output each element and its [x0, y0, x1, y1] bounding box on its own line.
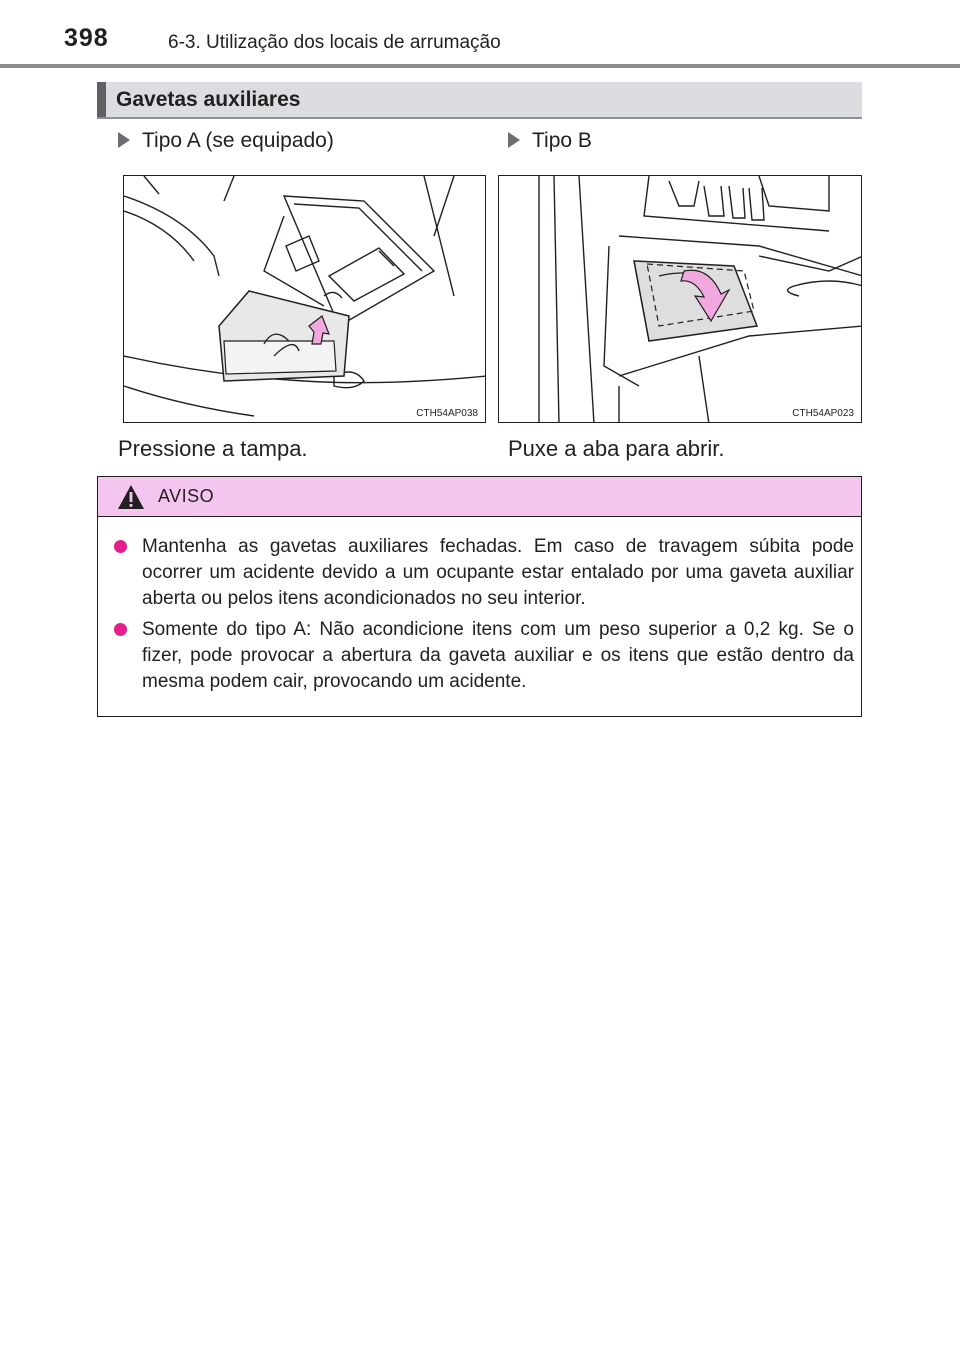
warning-triangle-icon	[116, 483, 146, 511]
type-a-label	[118, 129, 334, 153]
lower-panel-illustration	[499, 176, 862, 423]
warning-header	[98, 477, 861, 517]
caption-type-b: Puxe a aba para abrir.	[508, 436, 725, 461]
figure-a-code: CTH54AP038	[416, 408, 478, 419]
figure-b-code: CTH54AP023	[792, 408, 854, 419]
warning-item	[114, 617, 854, 695]
header-rule	[0, 64, 960, 68]
type-a-label-text: Tipo A (se equipado)	[142, 129, 334, 152]
section-heading	[97, 82, 862, 119]
figure-type-a	[123, 175, 486, 423]
section-title: Gavetas auxiliares	[116, 88, 301, 111]
bullet-dot-icon	[114, 540, 127, 553]
warning-item	[114, 534, 854, 612]
page-number: 398	[64, 24, 109, 52]
triangle-bullet-icon	[118, 132, 130, 148]
section-accent	[97, 82, 106, 117]
chapter-title: 6-3. Utilização dos locais de arrumação	[168, 32, 501, 53]
warning-label: AVISO	[158, 486, 215, 506]
overhead-console-illustration	[124, 176, 486, 423]
type-b-label	[508, 129, 592, 153]
caption-type-a: Pressione a tampa.	[118, 436, 308, 461]
triangle-bullet-icon	[508, 132, 520, 148]
warning-item-text: Somente do tipo A: Não acondicione itens com um peso superior a 0,2 kg. Se o fizer, pode provocar a abertura da gaveta auxiliar e os itens que estão dentro da mesma podem cair, provocando um acidente.	[142, 619, 854, 692]
warning-item-text: Mantenha as gavetas auxiliares fechadas. Em caso de travagem súbita pode ocorrer um acidente devido a um ocupante estar entalado por uma gaveta auxiliar aberta ou pelos itens acondicionados no seu interior.	[142, 536, 854, 609]
type-b-label-text: Tipo B	[532, 129, 592, 152]
figure-type-b	[498, 175, 862, 423]
warning-box	[97, 476, 862, 717]
bullet-dot-icon	[114, 623, 127, 636]
